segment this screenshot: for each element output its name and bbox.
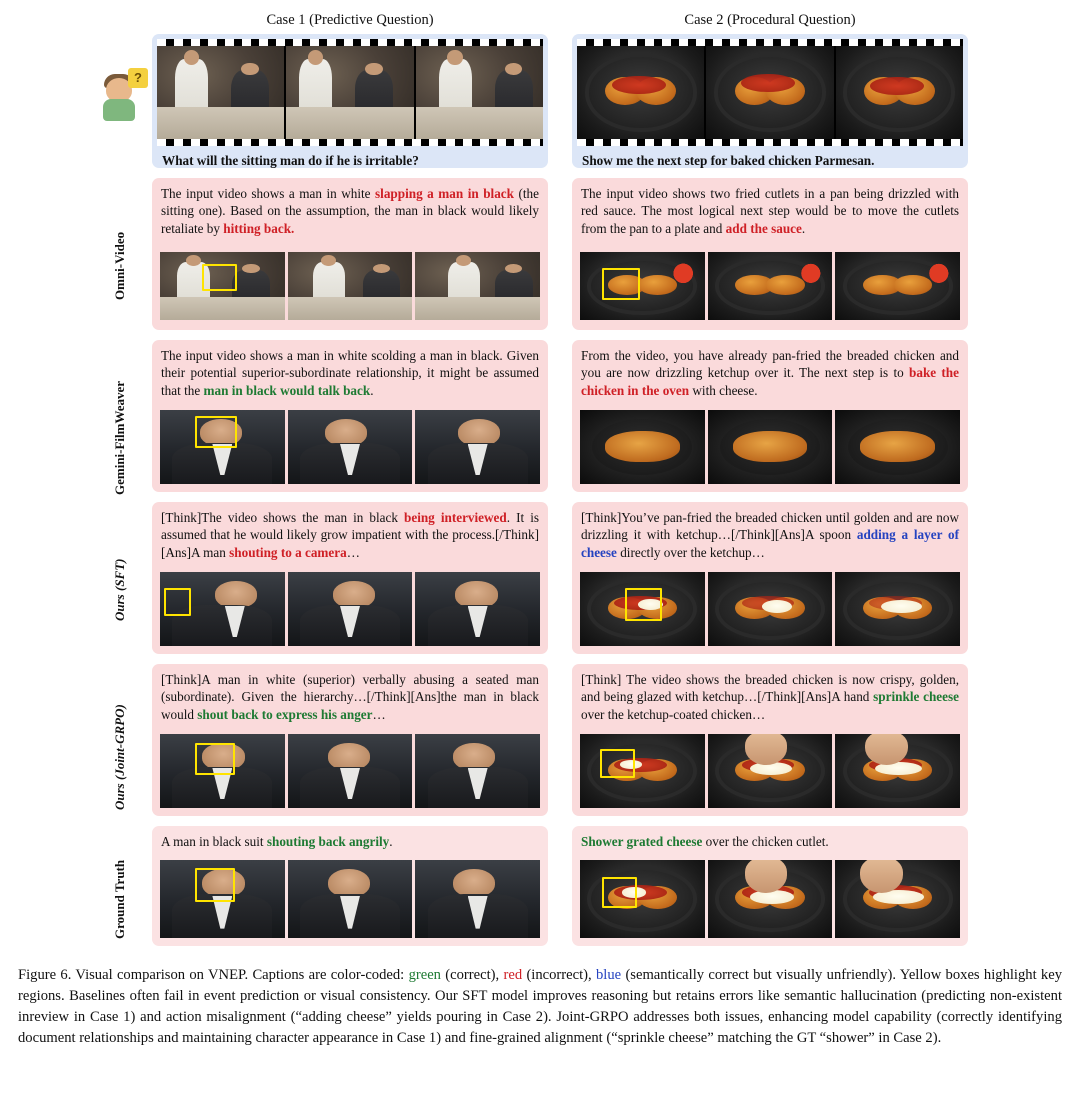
- figure-caption: Figure 6. Visual comparison on VNEP. Captions are color-coded: green (correct), red (incorrect), blue (semantically correct but visually unfriendly). Yellow boxes highlight key regions. Baselines often fail in event prediction or visual consistency. Our SFT model improves reasoning but retains errors like semantic hallucination (predicting non-existent inreview in Case 1) and action misalignment (“adding cheese” yields pouring in Case 2). Joint-GRPO addresses both issues, enhancing model capability (correctly identifying document relationships and maintaining character appearance in Case 1) and fine-grained alignment (“sprinkle cheese” matching the GT “shower” in Case 2).: [18, 967, 1063, 1047]
- highlight-box: [602, 268, 639, 299]
- result-panel-omni-video-case2: [572, 178, 968, 330]
- generated-frame: [835, 410, 960, 484]
- column-header-case1: Case 1 (Predictive Question): [266, 12, 434, 28]
- ground-truth-frame: [708, 860, 833, 938]
- generated-frame: [288, 410, 413, 484]
- question-text-case1: What will the sitting man do if he is irritable?: [162, 153, 419, 168]
- question-panel-case2: [572, 34, 968, 168]
- frame-row: [160, 572, 540, 646]
- video-frame: [836, 46, 963, 139]
- generated-frame: [580, 734, 705, 808]
- caption-gemini-case2: From the video, you have already pan-fried the breaded chicken and you are now drizzling ketchup over it. The next step is to bake the chicken in the oven with cheese.: [581, 348, 959, 398]
- row-label-ours-joint-grpo: Ours (Joint-GRPO): [112, 704, 127, 810]
- caption-ours-sft-case2: [Think]You’ve pan-fried the breaded chicken until golden and are now drizzling it with ketchup…[/Think][Ans]A spoon adding a layer of cheese directly over the ketchup…: [581, 510, 959, 560]
- frame-row: [580, 734, 960, 808]
- result-panel-ground-truth-case1: [152, 826, 548, 946]
- result-panel-ours-sft-case2: [572, 502, 968, 654]
- question-badge: ?: [128, 68, 148, 88]
- row-label-omni-video: Omni-Video: [112, 231, 127, 301]
- question-panel-case1: [152, 34, 548, 168]
- highlight-box: [602, 877, 637, 908]
- row-label-gemini-filmweaver: Gemini-FilmWeaver: [112, 380, 127, 496]
- frame-row: [160, 734, 540, 808]
- highlight-box: [625, 588, 662, 621]
- frame-row: [580, 410, 960, 484]
- caption-ours-sft-case1: [Think]The video shows the man in black being interviewed. It is assumed that he would likely grow impatient with the process.[/Think][Ans]A man shouting to a camera…: [161, 510, 539, 560]
- generated-frame: [160, 734, 285, 808]
- highlight-box: [164, 588, 191, 616]
- generated-frame: [835, 734, 960, 808]
- highlight-box: [202, 264, 237, 291]
- frame-row: [580, 252, 960, 320]
- generated-frame: [288, 252, 413, 320]
- generated-frame: [580, 410, 705, 484]
- film-strip-case2-question: [577, 39, 963, 146]
- ground-truth-frame: [835, 860, 960, 938]
- generated-frame: [835, 252, 960, 320]
- video-frame: [577, 46, 704, 139]
- result-panel-ours-sft-case1: [152, 502, 548, 654]
- video-frame: [706, 46, 833, 139]
- result-panel-omni-video-case1: [152, 178, 548, 330]
- frame-row: [160, 410, 540, 484]
- generated-frame: [160, 572, 285, 646]
- generated-frame: [415, 252, 540, 320]
- ground-truth-frame: [160, 860, 285, 938]
- generated-frame: [415, 410, 540, 484]
- caption-gemini-case1: The input video shows a man in white scolding a man in black. Given their potential superior-subordinate relationship, it might be assumed that the man in black would talk back.: [161, 348, 539, 398]
- caption-omni-video-case1: The input video shows a man in white slapping a man in black (the sitting one). Based on the assumption, the man in black would likely retaliate by hitting back.: [161, 186, 539, 236]
- question-text-case2: Show me the next step for baked chicken Parmesan.: [582, 153, 875, 168]
- frame-row: [580, 860, 960, 938]
- highlight-box: [195, 868, 235, 902]
- generated-frame: [708, 572, 833, 646]
- generated-frame: [160, 410, 285, 484]
- generated-frame: [580, 572, 705, 646]
- caption-joint-grpo-case1: [Think]A man in white (superior) verbally abusing a seated man (subordinate). Given the hierarchy…[/Think][Ans]the man in black would shout back to express his anger…: [161, 672, 539, 722]
- frame-row: [160, 252, 540, 320]
- result-panel-gemini-case2: [572, 340, 968, 492]
- result-panel-gemini-case1: [152, 340, 548, 492]
- generated-frame: [160, 252, 285, 320]
- video-frame: [416, 46, 543, 139]
- generated-frame: [288, 572, 413, 646]
- generated-frame: [580, 252, 705, 320]
- caption-ground-truth-case1: A man in black suit shouting back angrily.: [161, 834, 393, 849]
- generated-frame: [415, 734, 540, 808]
- video-frame: [157, 46, 284, 139]
- user-question-icon: [98, 72, 146, 124]
- highlight-box: [600, 749, 635, 779]
- generated-frame: [708, 734, 833, 808]
- film-strip-case1-question: [157, 39, 543, 146]
- result-panel-joint-grpo-case2: [572, 664, 968, 816]
- row-label-ours-sft: Ours (SFT): [112, 558, 127, 622]
- generated-frame: [415, 572, 540, 646]
- column-header-case2: Case 2 (Procedural Question): [684, 12, 856, 28]
- result-panel-ground-truth-case2: [572, 826, 968, 946]
- ground-truth-frame: [580, 860, 705, 938]
- generated-frame: [288, 734, 413, 808]
- highlight-box: [195, 743, 235, 776]
- ground-truth-frame: [288, 860, 413, 938]
- generated-frame: [708, 252, 833, 320]
- video-frame: [286, 46, 413, 139]
- ground-truth-frame: [415, 860, 540, 938]
- caption-ground-truth-case2: Shower grated cheese over the chicken cutlet.: [581, 834, 829, 849]
- highlight-box: [195, 416, 237, 449]
- generated-frame: [708, 410, 833, 484]
- frame-row: [580, 572, 960, 646]
- result-panel-joint-grpo-case1: [152, 664, 548, 816]
- generated-frame: [835, 572, 960, 646]
- caption-omni-video-case2: The input video shows two fried cutlets in a pan being drizzled with red sauce. The most logical next step would be to move the cutlets from the pan to a plate and add the sauce.: [581, 186, 959, 236]
- row-label-ground-truth: Ground Truth: [112, 859, 127, 939]
- caption-joint-grpo-case2: [Think] The video shows the breaded chicken is now crispy, golden, and being glazed with ketchup…[/Think][Ans]A hand sprinkle cheese over the ketchup-coated chicken…: [581, 672, 959, 722]
- column-headers: [0, 12, 1080, 34]
- frame-row: [160, 860, 540, 938]
